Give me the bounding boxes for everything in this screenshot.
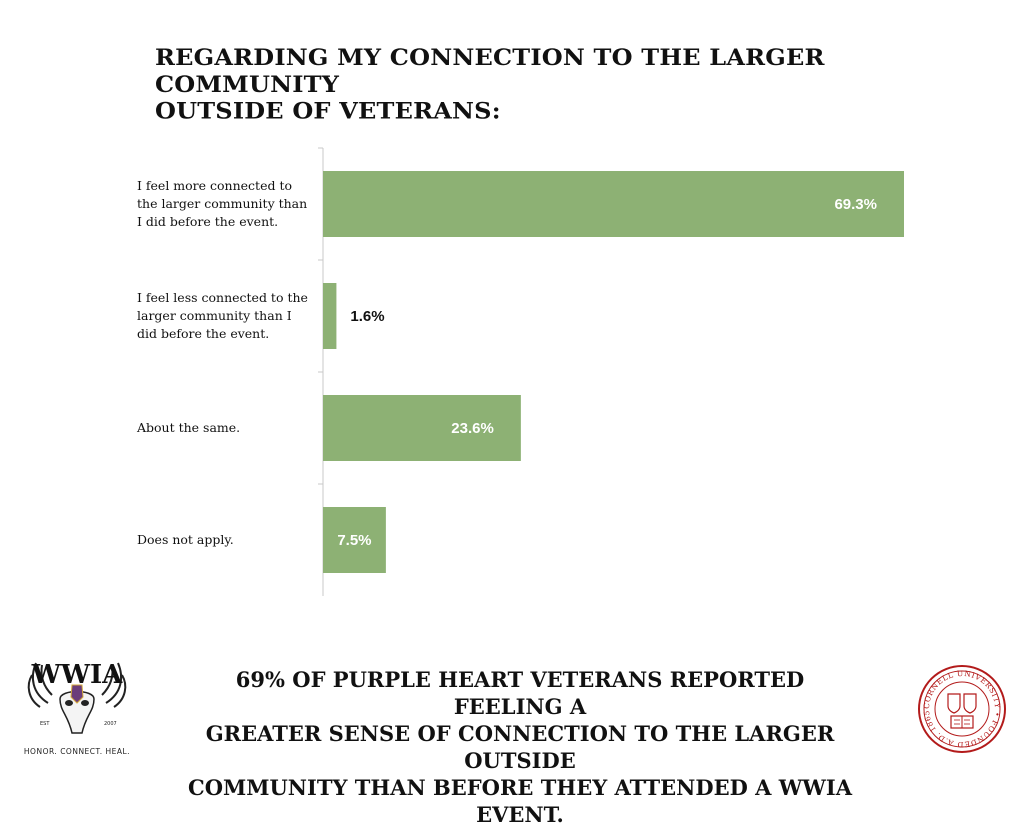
summary-statement (180, 666, 860, 828)
wwia-logo-year: 2007 (104, 721, 117, 727)
svg-text:CORNELL UNIVERSITY • FOUNDED A (922, 669, 1002, 749)
category-label-2: About the same. (137, 420, 241, 435)
bar-value-label-1: 1.6% (350, 308, 385, 325)
bar-value-label-3: 7.5% (337, 532, 372, 549)
summary-line-1: 69% OF PURPLE HEART VETERANS REPORTED FEELING A (235, 667, 805, 719)
cornell-seal-logo (917, 664, 1007, 754)
cornell-seal-ring-text: CORNELL UNIVERSITY • FOUNDED A.D. 1865 (921, 668, 1003, 750)
summary-line-3: COMMUNITY THAN BEFORE THEY ATTENDED A WWIA EVENT. (187, 775, 852, 827)
wwia-logo-est: EST (40, 721, 50, 727)
bar-value-label-2: 23.6% (451, 420, 494, 437)
category-label-1: I feel less connected to the larger community than I did before the event. (137, 290, 308, 341)
summary-line-2: GREATER SENSE OF CONNECTION TO THE LARGER OUTSIDE (205, 721, 835, 773)
bar-0 (323, 171, 904, 237)
category-label-0: I feel more connected to the larger community than I did before the event. (137, 178, 308, 229)
category-label-3: Does not apply. (137, 532, 234, 547)
bar-value-label-0: 69.3% (834, 196, 877, 213)
chart-title-line-2: OUTSIDE OF VETERANS: (155, 97, 501, 125)
wwia-logo-tagline: HONOR. CONNECT. HEAL. (23, 747, 131, 756)
bar-1 (323, 283, 336, 349)
chart-title-line-1: REGARDING MY CONNECTION TO THE LARGER COMMUNITY (155, 44, 825, 98)
wwia-logo (22, 655, 132, 760)
wwia-logo-name: WWIA (31, 660, 123, 690)
